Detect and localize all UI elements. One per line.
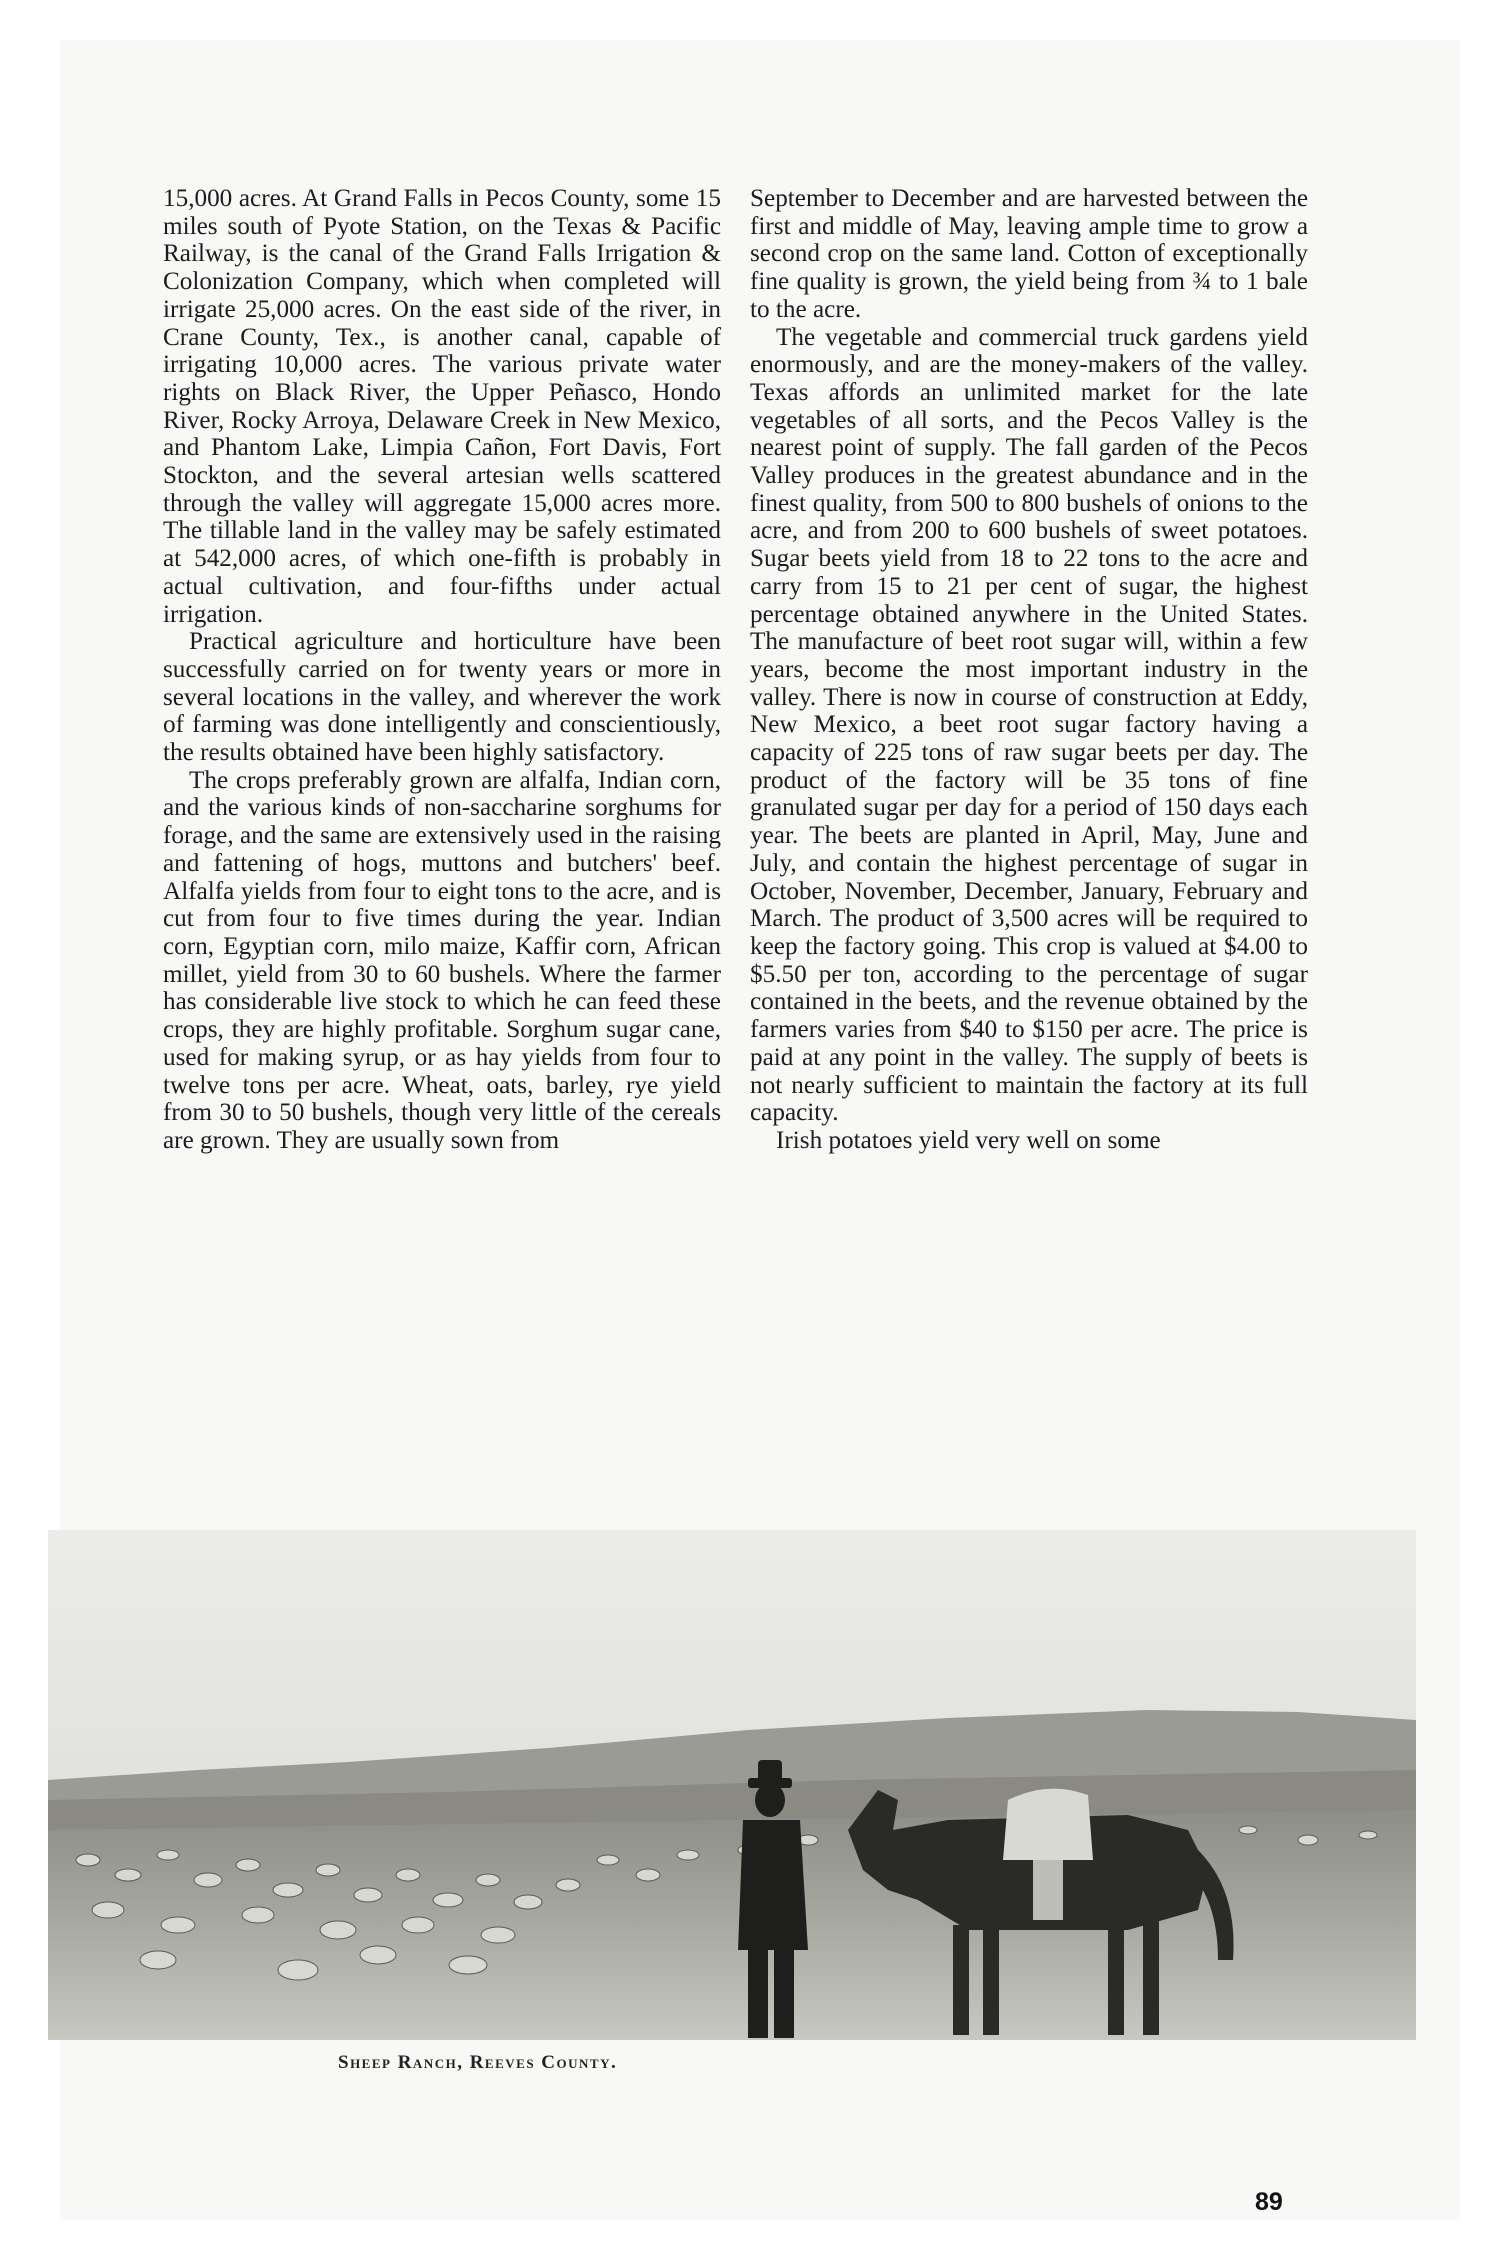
paragraph: 15,000 acres. At Grand Falls in Pecos County, some 15 miles south of Pyote Station, on the Texas & Pacific Railway, is the canal of the Grand Falls Irrigation & Colonization Company, which when completed will irrigate 25,000 acres. On the east side of the river, in Crane County, Tex., is another canal, capable of irrigating 10,000 acres. The various private water rights on Black River, the Upper Peñasco, Hondo River, Rocky Arroya, Delaware Creek in New Mexico, and Phantom Lake, Limpia Cañon, Fort Davis, Fort Stockton, and the several artesian wells scattered through the valley will aggregate 15,000 acres more. The tillable land in the valley may be safely estimated at 542,000 acres, of which one-fifth is probably in actual cultivation, and four-fifths under actual irrigation. xyxy=(163,185,721,628)
paragraph: Irish potatoes yield very well on some xyxy=(776,1126,1161,1154)
photo-cutout xyxy=(710,1980,1450,2190)
paragraph: September to December and are harvested between the first and middle of May, leaving ample time to grow a second crop on the same land. Cotton of exceptionally fine quality is grown, the yield being from ¾ to 1 bale to the acre. xyxy=(750,185,1308,323)
right-text-column xyxy=(750,185,1308,1155)
paragraph: The vegetable and commercial truck gardens yield enormously, and are the money-makers of the valley. Texas affords an unlimited market for the late vegetables of all sorts, and the Pecos Valley is the nearest point of supply. The fall garden of the Pecos Valley produces in the greatest abundance and in the finest quality, from 500 to 800 bushels of onions to the acre, and from 200 to 600 bushels of sweet potatoes. Sugar beets yield from 18 to 22 tons to the acre and carry from 15 to 21 per cent of sugar, the highest percentage obtained anywhere in the United States. The manufacture of beet root sugar will, within a few years, become the most important industry in the valley. There is now in course of construction at Eddy, New Mexico, a beet root sugar factory having a capacity of 225 tons of raw sugar beets per day. The product of the factory will be 35 tons of fine granulated sugar per day for a period of 150 days each year. The beets are planted in April, May, June and July, and contain the highest percentage of sugar in October, November, December, January, February and March. The product of 3,500 acres will be required to keep the factory going. This crop is valued at $4.00 to $5.50 per ton, according to the percentage of sugar contained in the beets, and the revenue obtained by the farmers varies from $40 to $150 per acre. The price is paid at any point in the valley. The supply of beets is not nearly sufficient to maintain the factory at its full capacity. xyxy=(750,323,1308,1127)
page-number: 89 xyxy=(1255,2188,1283,2216)
photo-illustration xyxy=(48,1530,1416,2040)
figure-caption: Sheep Ranch, Reeves County. xyxy=(338,2052,618,2073)
sheep-ranch-photo xyxy=(48,1530,1416,2040)
left-text-column xyxy=(163,185,721,1155)
paragraph: Practical agriculture and horticulture have been successfully carried on for twenty years or more in several locations in the valley, and wherever the work of farming was done intelligently and conscientiously, the results obtained have been highly satisfactory. xyxy=(163,628,721,767)
paragraph: The crops preferably grown are alfalfa, Indian corn, and the various kinds of non-saccharine sorghums for forage, and the same are extensively used in the raising and fattening of hogs, muttons and butchers' beef. Alfalfa yields from four to eight tons to the acre, and is cut from four to five times during the year. Indian corn, Egyptian corn, milo maize, Kaffir corn, African millet, yield from 30 to 60 bushels. Where the farmer has considerable live stock to which he can feed these crops, they are highly profitable. Sorghum sugar cane, used for making syrup, or as hay yields from four to twelve tons per acre. Wheat, oats, barley, rye yield from 30 to 50 bushels, though very little of the cereals are grown. They are usually sown from xyxy=(163,766,721,1154)
